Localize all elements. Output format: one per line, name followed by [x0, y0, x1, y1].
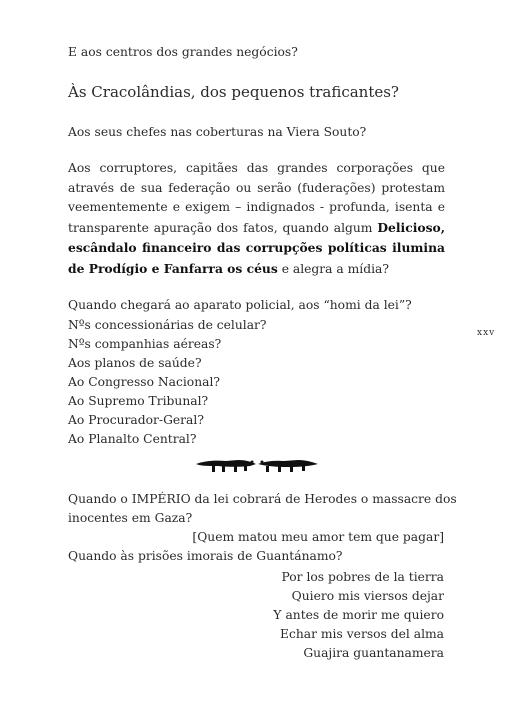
- corruptores-emphasis: Delicioso, escândalo financeiro das corrupções políticas ilumina de Prodígio e Fanfarra os céus: [68, 219, 445, 276]
- bracket-quote: [Quem matou meu amor tem que pagar]: [192, 530, 444, 544]
- question-line: Ao Supremo Tribunal?: [68, 394, 209, 408]
- question-line: Ao Congresso Nacional?: [68, 375, 220, 389]
- question-line: Quando chegará ao aparato policial, aos “homi da lei”?: [68, 298, 412, 312]
- corruptores-ending: e alegra a mídia?: [277, 261, 389, 276]
- verse-line: Quiero mis viersos dejar: [291, 589, 444, 603]
- question-line: Nºs companhias aéreas?: [68, 337, 222, 351]
- paragraph-cracolandias: Às Cracolândias, dos pequenos traficantes?: [68, 83, 399, 101]
- corruptores-text: Aos corruptores, capitães das grandes corporações que através de sua federação ou serão (fuderações) protestam veementemente e exigem – indignados - profunda, isenta e transparente apuração dos fatos, quando algum: [68, 161, 445, 235]
- question-line: Nºs concessionárias de celular?: [68, 318, 267, 332]
- question-line: Ao Procurador-Geral?: [68, 413, 204, 427]
- crocodile-ornament-icon: [194, 455, 320, 475]
- paragraph-corruptores: [68, 159, 445, 280]
- verse-line: Por los pobres de la tierra: [281, 570, 444, 584]
- closing-line-gaza: inocentes em Gaza?: [68, 511, 193, 525]
- page-number: xxv: [477, 328, 496, 338]
- closing-line-imperio: Quando o IMPÉRIO da lei cobrará de Herodes o massacre dos: [68, 492, 457, 506]
- paragraph-centros: E aos centros dos grandes negócios?: [68, 45, 298, 59]
- paragraph-chefes: Aos seus chefes nas coberturas na Viera Souto?: [68, 125, 367, 139]
- question-line: Aos planos de saúde?: [68, 356, 202, 370]
- verse-line: Guajira guantanamera: [303, 646, 444, 660]
- verse-line: Echar mis versos del alma: [280, 627, 444, 641]
- verse-line: Y antes de morir me quiero: [273, 608, 444, 622]
- closing-line-guantanamo: Quando às prisões imorais de Guantánamo?: [68, 549, 343, 563]
- question-line: Ao Planalto Central?: [68, 432, 197, 446]
